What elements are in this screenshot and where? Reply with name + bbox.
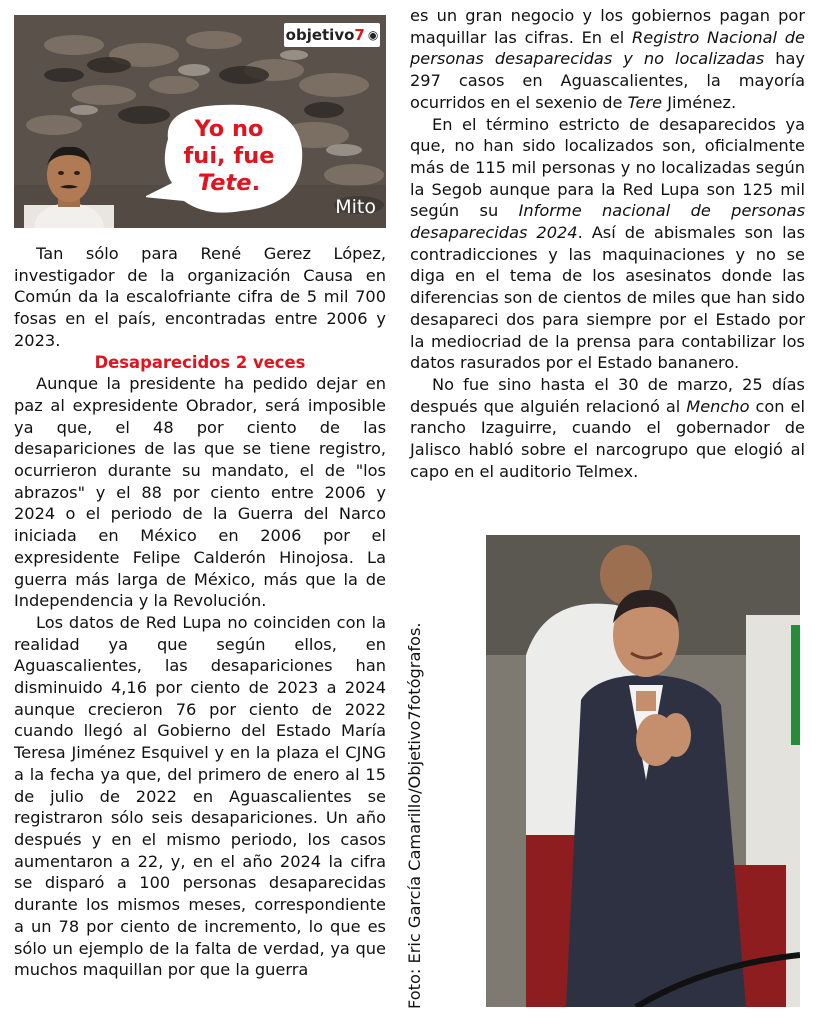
objetivo7-logo: objetivo 7 ◉ <box>284 23 380 47</box>
speech-text: Yo no fui, fue Tete. <box>183 116 275 196</box>
man-portrait <box>24 143 114 228</box>
photo-credit: Foto: Eric García Camarillo/Objetivo7fotógrafos. <box>405 622 424 1009</box>
governor-photo-illustration <box>486 535 800 1007</box>
governor-photo <box>486 535 800 1007</box>
section-subheading: Desaparecidos 2 veces <box>94 352 306 372</box>
paragraph: es un gran negocio y los gobiernos pagan por maquillar las cifras. En el Registro Nacional de personas desaparecidas y no localizadas hay 297 casos en Aguascalientes, la mayoría ocurridos en el sexenio de Tere Jiménez. <box>410 6 806 112</box>
artist-signature: Mito <box>335 196 376 218</box>
paragraph: Los datos de Red Lupa no coinciden con la realidad ya que según ellos, en Aguascalientes, las desapariciones han disminuido 4,16 por ciento de 2023 a 2024 aunque crecieron 76 por ciento de 2022 cuando llegó al Gobierno del Estado María Teresa Jiménez Esquivel y en la plaza el CJNG a la fecha ya que, del primero de enero al 15 de julio de 2022 en Aguascalientes se registraron sólo seis desapariciones. Un año después y en el mismo periodo, los casos aumentaron a 22, y, en el año 2024 la cifra se disparó a 100 personas desaparecidas durante los mismos meses, correspondiente a un 78 por ciento de incremento, lo que es sólo un ejemplo de la falta de verdad, ya que muchos maquillan por que la guerra <box>14 612 386 980</box>
cartoon-image <box>14 15 386 228</box>
paragraph: No fue sino hasta el 30 de marzo, 25 días después que alguién relacionó al Mencho con el rancho Izaguirre, cuando el gobernador de Jalisco habló sobre el narcogrupo que elogió al capo en el auditorio Telmex. <box>410 374 805 481</box>
paragraph: Tan sólo para René Gerez López, investigador de la organización Causa en Común da la escalofriante cifra de 5 mil 700 fosas en el país, encontradas entre 2006 y 2023. <box>14 244 386 350</box>
paragraph: Aunque la presidente ha pedido dejar en paz al expresidente Obrador, será imposible ya que, el 48 por ciento de las desapariciones de las que se tiene registro, ocurrieron durante su mandato, el de "los abrazos" y el 88 por ciento entre 2006 y 2024 o el periodo de la Guerra del Narco iniciada en México en 2006 por el expresidente Felipe Calderón Hinojosa. La guerra más larga de México, más que la de Independencia y la Revolución. <box>14 374 386 611</box>
paragraph: En el término estricto de desaparecidos ya que, no han sido localizados son, oficialmente más de 115 mil personas y no localizadas según la Segob aunque para la Red Lupa son 125 mil según su Informe nacional de personas desaparecidas 2024. Así de abismales son las contradicciones y las maquinaciones y no se diga en el tema de los asesinatos donde las diferencias son de cientos de miles que han sido desapareci dos para siempre por el Estado por la mediocriad de la prensa para contabilizar los datos rasurados por el Estado bananero. <box>410 114 806 373</box>
left-column <box>14 243 386 981</box>
right-column <box>410 5 805 482</box>
